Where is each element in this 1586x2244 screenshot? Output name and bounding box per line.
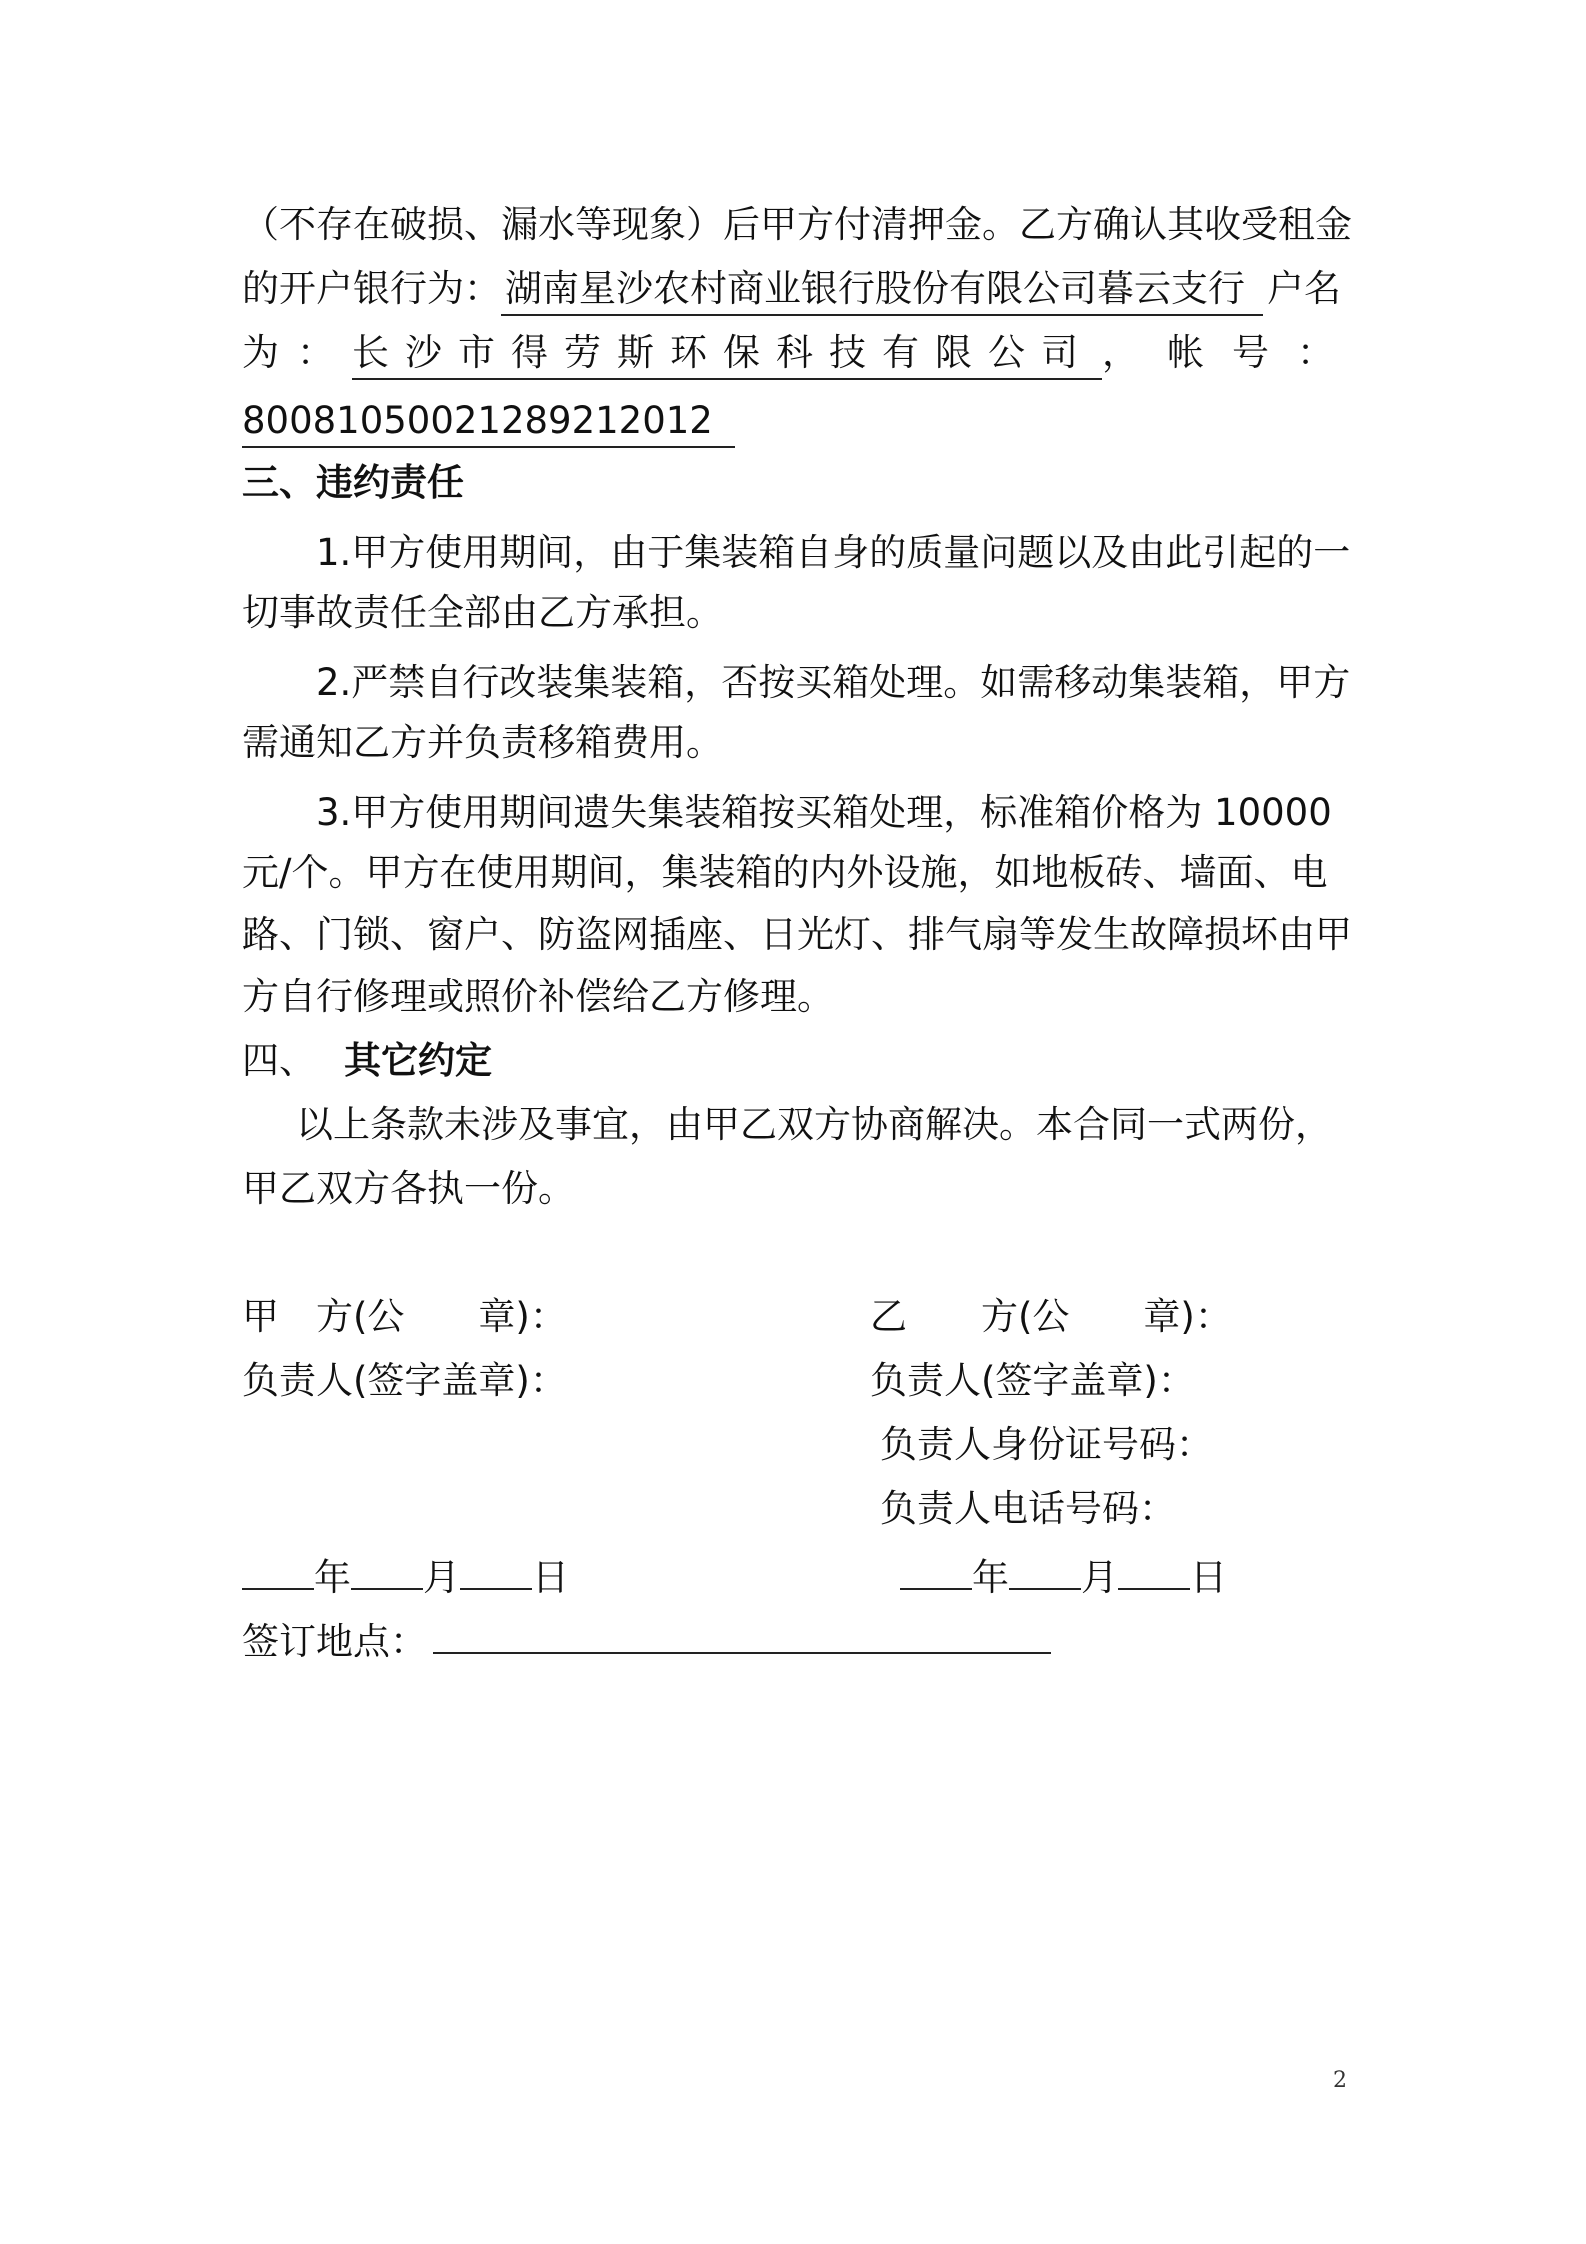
payment-line-2 [242, 264, 1354, 316]
clause-3-3-line-3: 路、门锁、窗户、防盗网插座、日光灯、排气扇等发生故障损坏由甲 [242, 913, 1352, 956]
party-b-id-number-label: 负责人身份证号码： [880, 1423, 1213, 1466]
bank-name: 湖南星沙农村商业银行股份有限公司暮云支行 [501, 264, 1263, 316]
clause-3-1-line-2: 切事故责任全部由乙方承担。 [242, 591, 723, 634]
year-label: 年 [972, 1556, 1009, 1599]
year-blank [900, 1550, 972, 1590]
day-label: 日 [532, 1556, 569, 1599]
year-label: 年 [314, 1556, 351, 1599]
party-a-date [242, 1550, 569, 1603]
party-a-signatory-label: 负责人(签字盖章)： [242, 1359, 567, 1402]
clause-3-3-line-2: 元/个。甲方在使用期间，集装箱的内外设施，如地板砖、墙面、电 [242, 851, 1328, 894]
section-4-title [242, 1036, 492, 1086]
month-blank [351, 1550, 423, 1590]
payment-line-4 [242, 396, 735, 448]
day-blank [1118, 1550, 1190, 1590]
day-label: 日 [1190, 1556, 1227, 1599]
signing-place-label: 签订地点： [242, 1620, 427, 1663]
bank-label: 的开户银行为： [242, 267, 501, 310]
clause-3-1-line-1: 1.甲方使用期间，由于集装箱自身的质量问题以及由此引起的一 [316, 531, 1351, 574]
party-b-date [900, 1550, 1227, 1603]
month-blank [1009, 1550, 1081, 1590]
year-blank [242, 1550, 314, 1590]
party-b-seal-label: 乙 方(公 章)： [870, 1295, 1232, 1338]
section-4-heading: 其它约定 [344, 1039, 492, 1082]
party-a-seal-label: 甲 方(公 章)： [242, 1295, 567, 1338]
signing-place [242, 1614, 1051, 1667]
signing-place-blank [433, 1614, 1051, 1654]
month-label: 月 [423, 1556, 460, 1599]
account-name: 长沙市得劳斯环保科技有限公司 [352, 328, 1102, 380]
payment-line-3 [242, 328, 1362, 380]
clause-3-3-line-1: 3.甲方使用期间遗失集装箱按买箱处理，标准箱价格为 10000 [316, 791, 1332, 834]
section-3-title: 三、违约责任 [242, 461, 464, 504]
section-4-number: 四、 [242, 1039, 316, 1082]
day-blank [460, 1550, 532, 1590]
section-4-line-2: 甲乙双方各执一份。 [242, 1167, 575, 1210]
clause-3-3-line-4: 方自行修理或照价补偿给乙方修理。 [242, 975, 834, 1018]
month-label: 月 [1081, 1556, 1118, 1599]
payment-line-1: （不存在破损、漏水等现象）后甲方付清押金。乙方确认其收受租金 [242, 203, 1352, 246]
account-number: 80081050021289212012 [242, 396, 735, 448]
page-number: 2 [1333, 2068, 1347, 2093]
account-name-prefix: 为： [242, 331, 352, 374]
clause-3-2-line-2: 需通知乙方并负责移箱费用。 [242, 721, 723, 764]
party-b-phone-label: 负责人电话号码： [880, 1487, 1176, 1530]
account-name-label: 户名 [1267, 267, 1341, 310]
clause-3-2-line-1: 2.严禁自行改装集装箱，否按买箱处理。如需移动集装箱，甲方 [316, 661, 1351, 704]
section-4-line-1: 以上条款未涉及事宜，由甲乙双方协商解决。本合同一式两份， [296, 1103, 1332, 1146]
party-b-signatory-label: 负责人(签字盖章)： [870, 1359, 1195, 1402]
account-number-label: ，帐号： [1102, 331, 1362, 374]
